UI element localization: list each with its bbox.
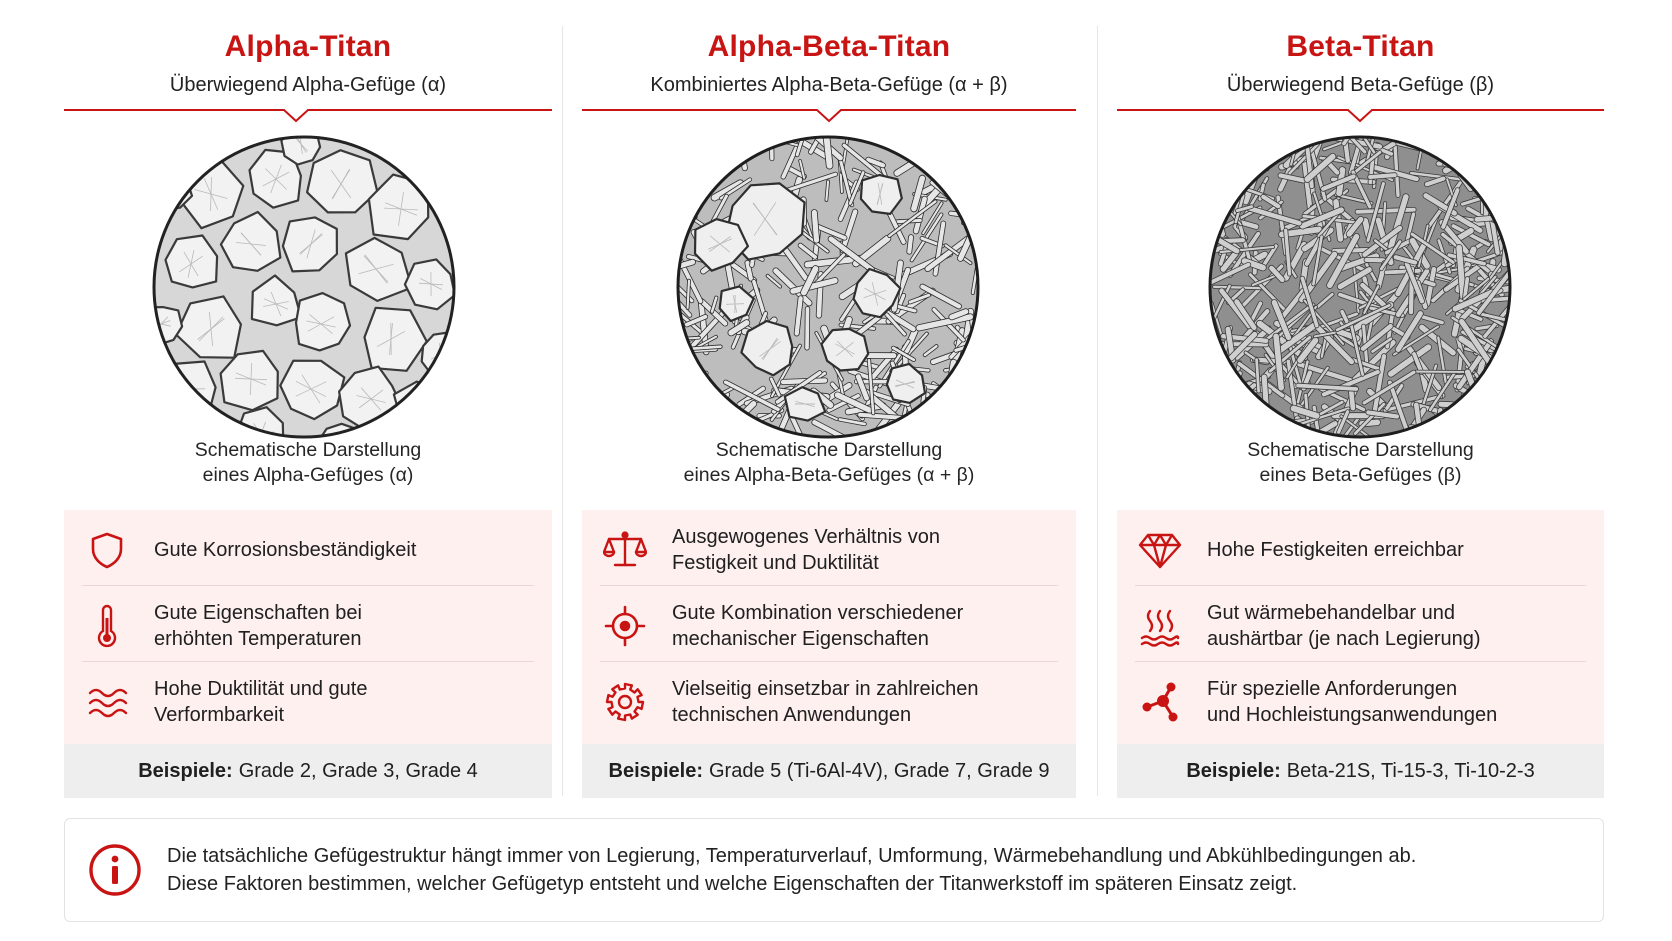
info-text (167, 842, 1416, 898)
examples-label: Beispiele: (138, 759, 233, 782)
balance-scale-icon (600, 525, 650, 575)
info-line-2: Diese Faktoren bestimmen, welcher Gefügetyp entsteht und welche Eigenschaften der Titanwerkstoff im späteren Einsatz zeigt. (167, 873, 1298, 895)
caption-line-1: Schematische Darstellung (715, 439, 943, 461)
feature-panel (64, 510, 552, 744)
waves-icon (82, 677, 132, 727)
title-divider (582, 106, 1076, 124)
beta-microstructure-image (1207, 134, 1513, 440)
feature-panel (582, 510, 1076, 744)
info-line-1: Die tatsächliche Gefügestruktur hängt immer von Legierung, Temperaturverlauf, Umformung, Wärmebehandlung und Abkühlbedingungen ab. (167, 845, 1417, 867)
feature-row (600, 514, 1058, 586)
alpha-microstructure-image (151, 134, 457, 440)
diamond-icon (1135, 525, 1185, 575)
feature-text: Für spezielle Anforderungen und Hochleistungsanwendungen (1207, 678, 1498, 726)
caption-line-2: eines Alpha-Beta-Gefüges (α + β) (683, 464, 975, 486)
examples-label: Beispiele: (1186, 759, 1281, 782)
micro-caption (64, 438, 552, 488)
caption-line-1: Schematische Darstellung (194, 439, 422, 461)
feature-panel (1117, 510, 1604, 744)
examples-label: Beispiele: (608, 759, 703, 782)
micro-caption (1117, 438, 1604, 488)
feature-row (1135, 514, 1586, 586)
info-box (64, 818, 1604, 922)
caption-line-1: Schematische Darstellung (1247, 439, 1474, 461)
column-divider (1097, 26, 1098, 796)
examples-value: Grade 5 (Ti-6Al-4V), Grade 7, Grade 9 (708, 759, 1050, 782)
feature-row (1135, 590, 1586, 662)
caption-line-2: eines Alpha-Gefüges (α) (202, 464, 414, 486)
examples-bar (1117, 744, 1604, 798)
feature-text: Ausgewogenes Verhältnis von Festigkeit und Duktilität (672, 525, 940, 574)
column-title: Beta-Titan (1286, 30, 1435, 63)
feature-text: Hohe Duktilität und gute Verformbarkeit (154, 678, 368, 726)
column-title: Alpha-Titan (224, 30, 392, 63)
feature-text: Gute Kombination verschiedener mechanischer Eigenschaften (672, 601, 964, 650)
heat-icon (1135, 601, 1185, 651)
feature-row (82, 590, 534, 662)
column-divider (562, 26, 563, 796)
gear-icon (600, 677, 650, 727)
micro-caption (582, 438, 1076, 488)
feature-row (1135, 666, 1586, 738)
examples-value: Beta-21S, Ti-15-3, Ti-10-2-3 (1286, 759, 1535, 782)
feature-text: Gute Eigenschaften bei erhöhten Temperaturen (154, 601, 362, 650)
info-icon (87, 842, 143, 898)
thermometer-icon (82, 601, 132, 651)
alpha-beta-microstructure-image (675, 134, 981, 440)
shield-icon (82, 525, 132, 575)
column-subtitle: Überwiegend Alpha-Gefüge (α) (169, 74, 447, 96)
feature-text: Gute Korrosionsbeständigkeit (154, 538, 417, 561)
column-subtitle: Kombiniertes Alpha-Beta-Gefüge (α + β) (650, 74, 1008, 96)
feature-row (82, 666, 534, 738)
caption-line-2: eines Beta-Gefüges (β) (1259, 464, 1462, 486)
network-nodes-icon (1135, 677, 1185, 727)
feature-text: Hohe Festigkeiten erreichbar (1207, 538, 1464, 561)
examples-value: Grade 2, Grade 3, Grade 4 (238, 759, 478, 782)
feature-row (600, 590, 1058, 662)
title-divider (1117, 106, 1604, 124)
feature-text: Vielseitig einsetzbar in zahlreichen technischen Anwendungen (672, 678, 979, 726)
feature-row (600, 666, 1058, 738)
column-title: Alpha-Beta-Titan (707, 30, 951, 63)
feature-row (82, 514, 534, 586)
examples-bar (582, 744, 1076, 798)
target-icon (600, 601, 650, 651)
feature-text: Gut wärmebehandelbar und aushärtbar (je nach Legierung) (1207, 601, 1481, 650)
column-subtitle: Überwiegend Beta-Gefüge (β) (1226, 74, 1495, 96)
examples-bar (64, 744, 552, 798)
title-divider (64, 106, 552, 124)
